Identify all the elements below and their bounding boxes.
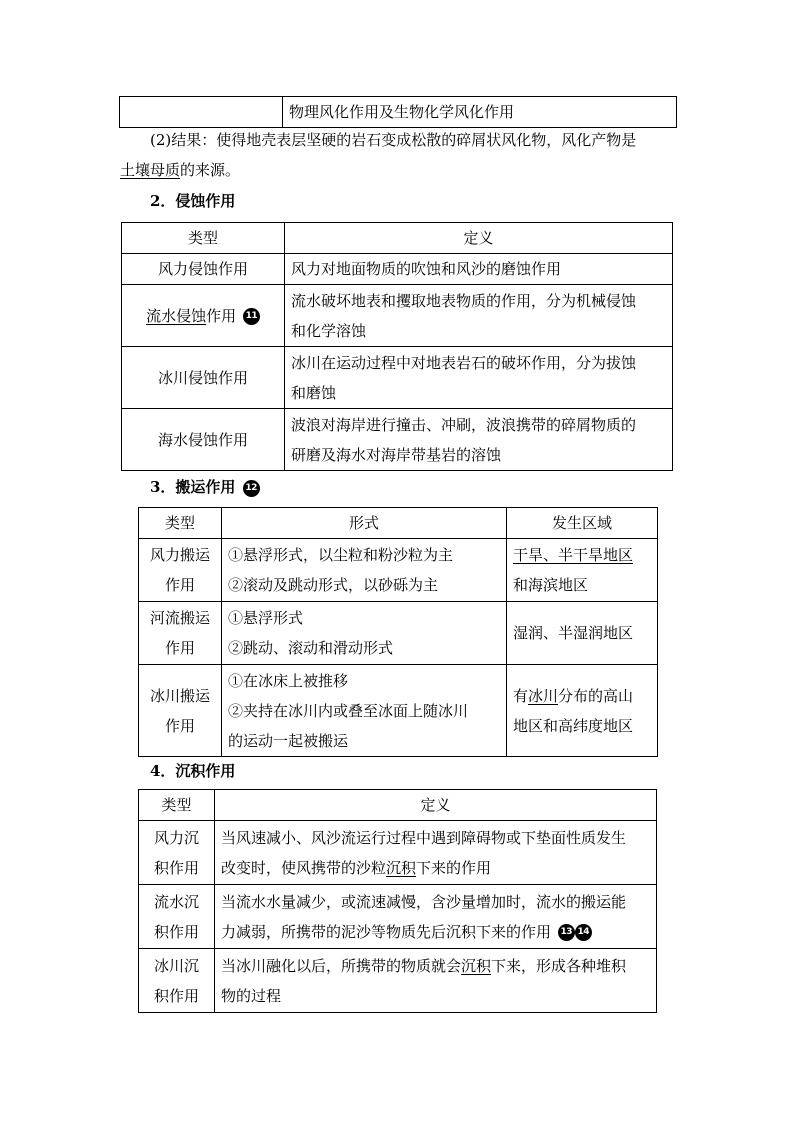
erosion-def-cell <box>285 409 673 471</box>
def-line: 和磨蚀 <box>291 383 337 402</box>
table-row <box>139 821 657 885</box>
result-prefix: (2)结果： <box>150 131 217 149</box>
transport-type-cell <box>139 665 222 757</box>
table-row <box>122 409 673 471</box>
table-row <box>139 665 658 757</box>
underlined-term: 沉积 <box>461 956 492 975</box>
def-post: 下来的作用 <box>416 858 492 877</box>
type-line: 风力沉 <box>153 828 199 847</box>
deposition-table <box>138 789 657 1013</box>
col-header-region: 发生区域 <box>507 508 658 539</box>
erosion-def-cell <box>285 347 673 409</box>
table-cell <box>120 97 283 128</box>
erosion-def-cell: 风力对地面物质的吹蚀和风沙的磨蚀作用 <box>285 254 673 285</box>
type-line: 积作用 <box>153 986 199 1005</box>
type-suffix: 作用 <box>206 306 237 325</box>
def-line: 冰川在运动过程中对地表岩石的破坏作用，分为拔蚀 <box>291 353 637 372</box>
transport-region-cell <box>507 539 658 602</box>
def-line <box>221 853 650 883</box>
erosion-type-cell: 海水侵蚀作用 <box>122 409 285 471</box>
type-line: 作用 <box>164 716 195 735</box>
transport-heading <box>150 472 260 502</box>
def-line: 当风速减小、风沙流运行过程中遇到障碍物或下垫面性质发生 <box>221 828 627 847</box>
result-underlined: 土壤母质 <box>120 161 181 179</box>
def-post: 下来，形成各种堆积 <box>491 956 627 975</box>
erosion-table <box>121 222 673 471</box>
form-line: ①在冰床上被推移 <box>228 671 349 690</box>
form-line: 的运动一起被搬运 <box>228 731 349 750</box>
deposition-type-cell <box>139 885 215 949</box>
form-line: ①悬浮形式，以尘粒和粉沙粒为主 <box>228 546 454 564</box>
region-post: 分布的高山 <box>558 686 634 705</box>
region-line: 干旱、半干旱地区 <box>513 546 634 564</box>
table-row <box>122 347 673 409</box>
deposition-def-cell <box>215 949 657 1013</box>
type-line: 冰川沉 <box>153 956 199 975</box>
annotation-marker-icon: 11 <box>243 308 260 325</box>
table-row <box>139 885 657 949</box>
form-line: ②跳动、滚动和滑动形式 <box>228 639 394 657</box>
erosion-type-cell: 风力侵蚀作用 <box>122 254 285 285</box>
result-line-1 <box>150 125 636 155</box>
def-line: 研磨及海水对海岸带基岩的溶蚀 <box>291 445 502 464</box>
erosion-type-cell: 冰川侵蚀作用 <box>122 347 285 409</box>
underlined-term: 流水侵蚀 <box>146 306 207 325</box>
result-line-2 <box>120 155 240 185</box>
form-line: ②滚动及跳动形式，以砂砾为主 <box>228 576 439 594</box>
def-line: 当流水水量减少，或流速减慢，含沙量增加时，流水的搬运能 <box>221 892 627 911</box>
table-header-row <box>139 508 658 539</box>
annotation-marker-icon: 12 <box>243 480 260 497</box>
table-row <box>122 285 673 347</box>
type-line: 冰川搬运 <box>149 686 210 705</box>
def-line: 物的过程 <box>221 986 282 1005</box>
result-tail: 的来源。 <box>180 161 241 179</box>
transport-type-cell <box>139 539 222 602</box>
table-header-row <box>122 223 673 254</box>
transport-region-cell: 湿润、半湿润地区 <box>507 602 658 665</box>
type-line: 流水沉 <box>153 892 199 911</box>
table-header-row <box>139 790 657 821</box>
def-line: 流水破坏地表和攫取地表物质的作用，分为机械侵蚀 <box>291 291 637 310</box>
weathering-table-continuation <box>119 96 677 128</box>
type-line: 河流搬运 <box>149 609 210 627</box>
transport-form-cell <box>222 665 507 757</box>
def-line <box>221 951 650 981</box>
col-header-type: 类型 <box>139 790 215 821</box>
table-row <box>120 97 677 128</box>
transport-heading-text: 3．搬运作用 <box>150 478 236 496</box>
table-row <box>139 539 658 602</box>
deposition-type-cell <box>139 949 215 1013</box>
col-header-type: 类型 <box>139 508 222 539</box>
underlined-term: 冰川 <box>528 686 559 705</box>
region-line <box>513 681 651 711</box>
table-row <box>139 602 658 665</box>
transport-type-cell <box>139 602 222 665</box>
deposition-type-cell <box>139 821 215 885</box>
def-line: 和化学溶蚀 <box>291 321 367 340</box>
deposition-heading: 4．沉积作用 <box>150 762 236 780</box>
underlined-term: 沉积 <box>386 858 417 877</box>
region-line: 地区和高纬度地区 <box>513 716 634 735</box>
def-pre: 当冰川融化以后，所携带的物质就会 <box>221 956 462 975</box>
table-row <box>122 254 673 285</box>
annotation-marker-icon: 14 <box>575 924 592 941</box>
transport-form-cell <box>222 602 507 665</box>
annotation-marker-icon: 13 <box>558 924 575 941</box>
type-line: 风力搬运 <box>149 546 210 564</box>
erosion-type-cell <box>122 285 285 347</box>
transport-region-cell <box>507 665 658 757</box>
def-line: 波浪对海岸进行撞击、冲刷，波浪携带的碎屑物质的 <box>291 415 637 434</box>
result-text: 使得地壳表层坚硬的岩石变成松散的碎屑状风化物，风化产物是 <box>216 131 637 149</box>
type-line: 积作用 <box>153 922 199 941</box>
deposition-def-cell <box>215 885 657 949</box>
def-text: 力减弱，所携带的泥沙等物质先后沉积下来的作用 <box>221 922 552 941</box>
col-header-definition: 定义 <box>215 790 657 821</box>
form-line: ①悬浮形式 <box>228 609 304 627</box>
def-line <box>221 917 650 947</box>
table-row <box>139 949 657 1013</box>
table-cell: 物理风化作用及生物化学风化作用 <box>283 97 677 128</box>
region-pre: 有 <box>513 686 529 705</box>
erosion-heading: 2．侵蚀作用 <box>150 192 236 210</box>
deposition-def-cell <box>215 821 657 885</box>
type-line: 作用 <box>164 639 195 657</box>
type-line: 积作用 <box>153 858 199 877</box>
type-line: 作用 <box>164 576 195 594</box>
col-header-definition: 定义 <box>285 223 673 254</box>
erosion-def-cell <box>285 285 673 347</box>
col-header-form: 形式 <box>222 508 507 539</box>
transport-table <box>138 507 658 757</box>
region-line: 和海滨地区 <box>513 576 589 594</box>
def-pre: 改变时，使风携带的沙粒 <box>221 858 387 877</box>
col-header-type: 类型 <box>122 223 285 254</box>
transport-form-cell <box>222 539 507 602</box>
form-line: ②夹持在冰川内或叠至冰面上随冰川 <box>228 701 469 720</box>
